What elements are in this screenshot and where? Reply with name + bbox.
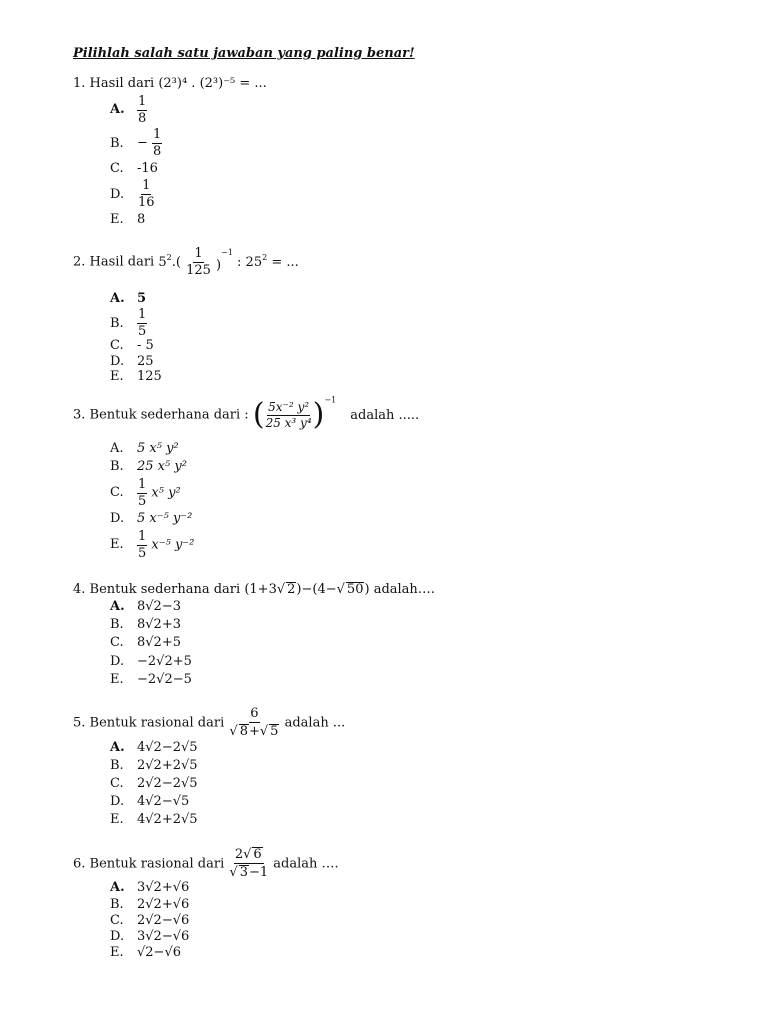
q2-option-a-label: A. [110, 291, 125, 306]
q6-option-a-label: A. [110, 880, 125, 895]
q4-option-c: 8√2+5 [137, 635, 181, 650]
q4-option-b: 8√2+3 [137, 617, 181, 632]
q4-option-d: −2√2+5 [137, 654, 192, 669]
q2-option-e: 125 [137, 369, 162, 384]
q6-option-a: 3√2+√6 [137, 880, 190, 895]
q1-option-e: 8 [137, 212, 146, 227]
q2-option-d: 25 [137, 354, 154, 369]
q6-option-b: 2√2+√6 [137, 897, 190, 912]
question-2: 2. Hasil dari $5^2$.( $\frac{1}{125}$ )$^{-1}$ : $25^2$ = ... [73, 246, 299, 278]
q3-option-b: 25 x⁵ y² [137, 459, 187, 474]
q5-option-a: 4√2−2√5 [137, 740, 198, 755]
page-title: Pilihlah salah satu jawaban yang paling benar! [73, 46, 415, 61]
q1-option-d-label: D. [110, 187, 125, 202]
q6-option-e: √2−√6 [137, 945, 182, 960]
q3-option-e: $\frac{1}{5}$ x⁻⁵ y⁻² [138, 529, 195, 561]
q4-option-e: −2√2−5 [137, 672, 192, 687]
question-5: 5. Bentuk rasional dari $\frac{6}{√ 8+√ 5}$ adalah ... [73, 706, 346, 739]
question-1 [73, 77, 267, 90]
q5-option-e: 4√2+2√5 [137, 812, 198, 827]
question-4-expression: (1+3√ 2)−(4−√ 50) [244, 582, 370, 597]
q3-option-d: 5 x⁻⁵ y⁻² [137, 511, 193, 526]
q2-option-c-label: C. [110, 338, 124, 353]
question-3: 3. Bentuk sederhana dari : ( $\frac{\text{5x⁻² y²}}{\text{25 x³ y⁴}}$ )$^{-1}$ adalah ..... [73, 395, 420, 432]
q2-option-a: 5 [137, 291, 147, 306]
q5-option-b-label: B. [110, 758, 124, 773]
q6-option-c: 2√2−√6 [137, 913, 190, 928]
q1-option-d: $\frac{1}{16}$ [138, 178, 155, 210]
q1-option-a: $\frac{1}{8}$ [138, 94, 147, 126]
q1-option-c-label: C. [110, 161, 124, 176]
q1-option-c: -16 [137, 161, 158, 176]
q2-option-b-label: B. [110, 316, 124, 331]
question-1-expression: (2³)⁴ . (2³)⁻⁵ = ... [158, 76, 267, 91]
q5-option-e-label: E. [110, 812, 124, 827]
q1-option-b-label: B. [110, 136, 124, 151]
q6-option-b-label: B. [110, 897, 124, 912]
q1-option-a-label: A. [110, 102, 125, 117]
q2-option-c: - 5 [137, 338, 154, 353]
q4-option-a-label: A. [110, 599, 125, 614]
question-1-prefix: 1. Hasil dari [73, 76, 155, 91]
q1-option-e-label: E. [110, 212, 124, 227]
q4-option-e-label: E. [110, 672, 124, 687]
q6-option-d: 3√2−√6 [137, 929, 190, 944]
q3-option-c-label: C. [110, 485, 124, 500]
q6-option-d-label: D. [110, 929, 125, 944]
q3-option-d-label: D. [110, 511, 125, 526]
q1-option-b: − $\frac{1}{8}$ [137, 127, 162, 159]
q4-option-d-label: D. [110, 654, 125, 669]
q6-option-c-label: C. [110, 913, 124, 928]
q5-option-c-label: C. [110, 776, 124, 791]
q4-option-c-label: C. [110, 635, 124, 650]
q3-option-a-label: A. [110, 441, 124, 456]
q2-option-b: $\frac{1}{5}$ [138, 307, 147, 339]
q3-option-e-label: E. [110, 537, 124, 552]
q6-option-e-label: E. [110, 945, 124, 960]
q2-option-e-label: E. [110, 369, 124, 384]
q5-option-a-label: A. [110, 740, 125, 755]
q4-option-b-label: B. [110, 617, 124, 632]
q3-option-c: $\frac{1}{5}$ x⁵ y² [138, 477, 181, 509]
q4-option-a: 8√2−3 [137, 599, 181, 614]
question-4: 4. Bentuk sederhana dari (1+3√ 2)−(4−√ 50) adalah…. [73, 582, 435, 597]
q3-option-b-label: B. [110, 459, 124, 474]
q3-option-a: 5 x⁵ y² [137, 441, 179, 456]
q2-option-d-label: D. [110, 354, 125, 369]
q5-option-d: 4√2−√5 [137, 794, 190, 809]
q5-option-b: 2√2+2√5 [137, 758, 198, 773]
q5-option-c: 2√2−2√5 [137, 776, 198, 791]
question-6: 6. Bentuk rasional dari $\frac{2√ 6}{√ 3-1}$ adalah …. [73, 847, 339, 881]
q5-option-d-label: D. [110, 794, 125, 809]
